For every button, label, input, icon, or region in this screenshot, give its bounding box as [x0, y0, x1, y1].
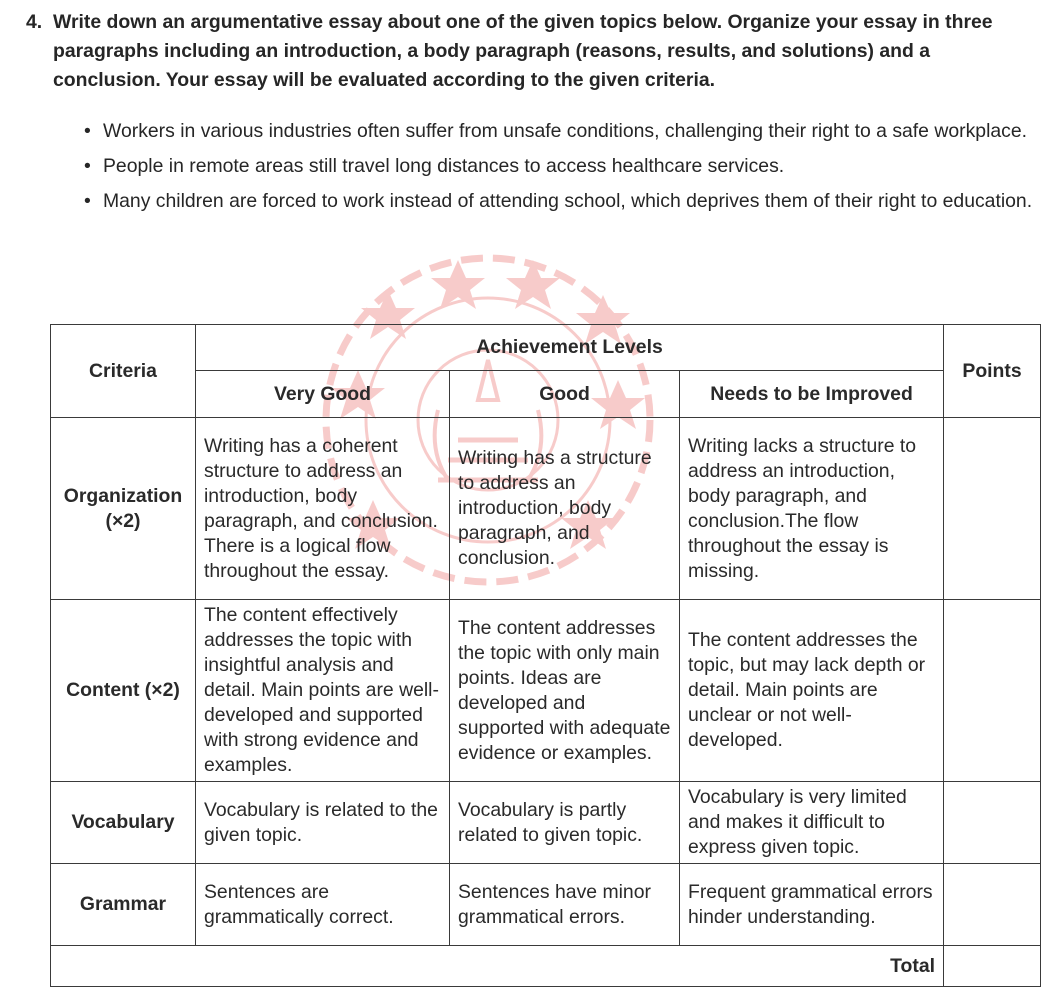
total-points-cell[interactable] [944, 946, 1041, 987]
bullet-icon: • [84, 120, 91, 142]
needs-improvement-cell: Vocabulary is very limited and makes it difficult to express given topic. [680, 782, 944, 864]
table-row [51, 418, 1041, 600]
points-cell[interactable] [944, 600, 1041, 782]
points-cell[interactable] [944, 418, 1041, 600]
good-cell: Writing has a structure to address an introduction, body paragraph, and conclusion. [450, 418, 680, 600]
topic-item [84, 152, 1044, 181]
criterion-organization: Organization (×2) [51, 418, 196, 600]
very-good-header: Very Good [196, 371, 450, 418]
level-header-row [51, 371, 1041, 418]
topic-text: Workers in various industries often suffer from unsafe conditions, challenging their right to a safe workplace. [103, 120, 1028, 142]
points-cell[interactable] [944, 782, 1041, 864]
table-row [51, 782, 1041, 864]
criteria-header: Criteria [51, 325, 196, 418]
needs-improvement-header: Needs to be Improved [680, 371, 944, 418]
bullet-icon: • [84, 190, 91, 212]
topic-text: People in remote areas still travel long distances to access healthcare services. [103, 155, 785, 177]
topic-text: Many children are forced to work instead of attending school, which deprives them of their right to education. [103, 190, 1033, 212]
table-row [51, 600, 1041, 782]
topic-item [84, 117, 1044, 146]
question-text: Write down an argumentative essay about one of the given topics below. Organize your essay in three paragraphs including an introduction, a body paragraph (reasons, results, and solutions) and a conclusion. Your essay will be evaluated according to the given criteria. [53, 11, 993, 91]
good-cell: The content addresses the topic with only main points. Ideas are developed and supported with adequate evidence or examples. [450, 600, 680, 782]
total-label: Total [51, 946, 944, 987]
question-number: 4. [26, 11, 43, 33]
needs-improvement-cell: The content addresses the topic, but may lack depth or detail. Main points are unclear or not well-developed. [680, 600, 944, 782]
points-cell[interactable] [944, 864, 1041, 946]
very-good-cell: Sentences are grammatically correct. [196, 864, 450, 946]
points-header: Points [944, 325, 1041, 418]
very-good-cell: Vocabulary is related to the given topic. [196, 782, 450, 864]
criterion-grammar: Grammar [51, 864, 196, 946]
needs-improvement-cell: Frequent grammatical errors hinder understanding. [680, 864, 944, 946]
criterion-vocabulary: Vocabulary [51, 782, 196, 864]
bullet-icon: • [84, 155, 91, 177]
topic-item [84, 187, 1044, 216]
evaluation-rubric-table [50, 324, 1041, 987]
achievement-levels-header: Achievement Levels [196, 325, 944, 371]
needs-improvement-cell: Writing lacks a structure to address an introduction, body paragraph, and conclusion.The flow throughout the essay is missing. [680, 418, 944, 600]
good-cell: Sentences have minor grammatical errors. [450, 864, 680, 946]
topic-list [84, 117, 1044, 222]
good-cell: Vocabulary is partly related to given topic. [450, 782, 680, 864]
table-row [51, 864, 1041, 946]
very-good-cell: The content effectively addresses the topic with insightful analysis and detail. Main points are well-developed and supported with strong evidence and examples. [196, 600, 450, 782]
very-good-cell: Writing has a coherent structure to address an introduction, body paragraph, and conclusion. There is a logical flow throughout the essay. [196, 418, 450, 600]
total-row [51, 946, 1041, 987]
rubric-header-row [51, 325, 1041, 371]
good-header: Good [450, 371, 680, 418]
criterion-content: Content (×2) [51, 600, 196, 782]
